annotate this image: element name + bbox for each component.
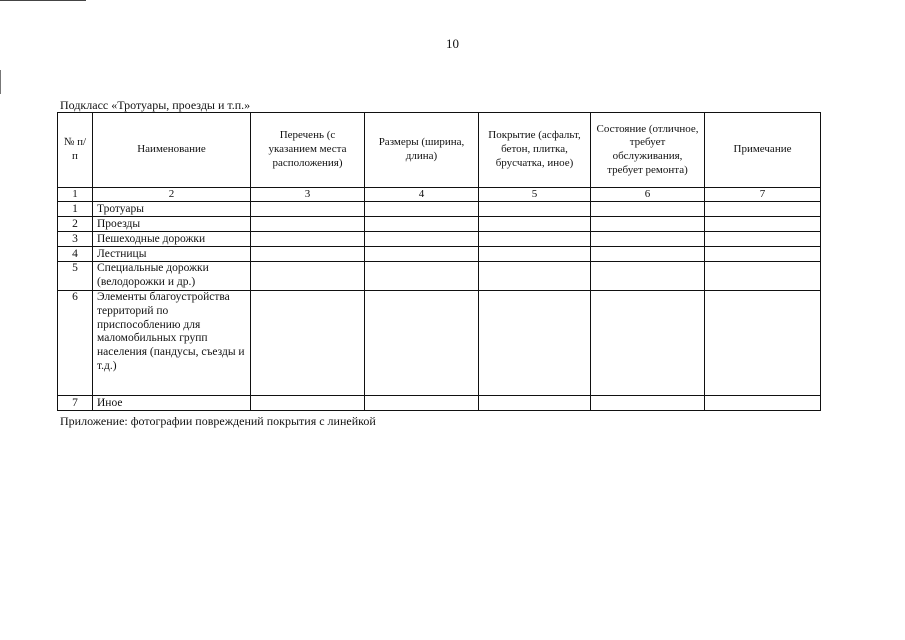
column-index-row: [58, 188, 821, 202]
cell-location[interactable]: [251, 291, 365, 396]
column-index: 2: [93, 188, 251, 202]
row-name: Специальные дорожки (велодорожки и др.): [93, 262, 251, 291]
cell-location[interactable]: [251, 202, 365, 217]
cell-dimensions[interactable]: [365, 217, 479, 232]
row-name: Иное: [93, 396, 251, 411]
header-surface: Покрытие (асфальт, бетон, плитка, брусчатка, иное): [479, 113, 591, 188]
row-number: 4: [58, 247, 93, 262]
cell-condition[interactable]: [591, 262, 705, 291]
cell-condition[interactable]: [591, 232, 705, 247]
header-number: № п/п: [58, 113, 93, 188]
row-number: 5: [58, 262, 93, 291]
cell-note[interactable]: [705, 247, 821, 262]
cell-location[interactable]: [251, 232, 365, 247]
row-name: Пешеходные дорожки: [93, 232, 251, 247]
table-header-row: [58, 113, 821, 188]
table-row: [58, 291, 821, 396]
row-number: 2: [58, 217, 93, 232]
row-name: Лестницы: [93, 247, 251, 262]
cell-note[interactable]: [705, 202, 821, 217]
header-condition: Состояние (отличное, требует обслуживания, требует ремонта): [591, 113, 705, 188]
row-name: Проезды: [93, 217, 251, 232]
cell-dimensions[interactable]: [365, 396, 479, 411]
cell-dimensions[interactable]: [365, 202, 479, 217]
cell-note[interactable]: [705, 396, 821, 411]
table-row: [58, 217, 821, 232]
column-index: 1: [58, 188, 93, 202]
cell-note[interactable]: [705, 217, 821, 232]
column-index: 4: [365, 188, 479, 202]
cell-condition[interactable]: [591, 217, 705, 232]
cell-surface[interactable]: [479, 247, 591, 262]
cell-surface[interactable]: [479, 262, 591, 291]
header-name: Наименование: [93, 113, 251, 188]
header-location-list: Перечень (с указанием места расположения): [251, 113, 365, 188]
row-name: Элементы благоустройства территорий по приспособлению для маломобильных групп населения (пандусы, съезды и т.д.): [93, 291, 251, 396]
cell-surface[interactable]: [479, 396, 591, 411]
cell-condition[interactable]: [591, 396, 705, 411]
table-row: [58, 202, 821, 217]
cell-dimensions[interactable]: [365, 291, 479, 396]
cell-dimensions[interactable]: [365, 232, 479, 247]
cell-condition[interactable]: [591, 247, 705, 262]
scan-edge-mark-left: [0, 70, 1, 94]
subclass-title: Подкласс «Тротуары, проезды и т.п.»: [60, 98, 251, 112]
cell-note[interactable]: [705, 232, 821, 247]
column-index: 6: [591, 188, 705, 202]
header-dimensions: Размеры (ширина, длина): [365, 113, 479, 188]
row-name: Тротуары: [93, 202, 251, 217]
cell-condition[interactable]: [591, 291, 705, 396]
scan-edge-mark: [0, 0, 86, 1]
inventory-table: [57, 112, 821, 411]
cell-dimensions[interactable]: [365, 262, 479, 291]
cell-location[interactable]: [251, 396, 365, 411]
cell-location[interactable]: [251, 217, 365, 232]
cell-surface[interactable]: [479, 232, 591, 247]
table-row: [58, 232, 821, 247]
cell-dimensions[interactable]: [365, 247, 479, 262]
page-number: 10: [446, 36, 459, 51]
row-number: 3: [58, 232, 93, 247]
header-note: Примечание: [705, 113, 821, 188]
cell-surface[interactable]: [479, 291, 591, 396]
cell-location[interactable]: [251, 262, 365, 291]
table-row: [58, 262, 821, 291]
cell-condition[interactable]: [591, 202, 705, 217]
cell-surface[interactable]: [479, 217, 591, 232]
column-index: 7: [705, 188, 821, 202]
cell-surface[interactable]: [479, 202, 591, 217]
table-row: [58, 396, 821, 411]
column-index: 3: [251, 188, 365, 202]
column-index: 5: [479, 188, 591, 202]
table-row: [58, 247, 821, 262]
row-number: 7: [58, 396, 93, 411]
cell-location[interactable]: [251, 247, 365, 262]
cell-note[interactable]: [705, 291, 821, 396]
row-number: 6: [58, 291, 93, 396]
appendix-note: Приложение: фотографии повреждений покрытия с линейкой: [60, 414, 376, 428]
row-number: 1: [58, 202, 93, 217]
cell-note[interactable]: [705, 262, 821, 291]
